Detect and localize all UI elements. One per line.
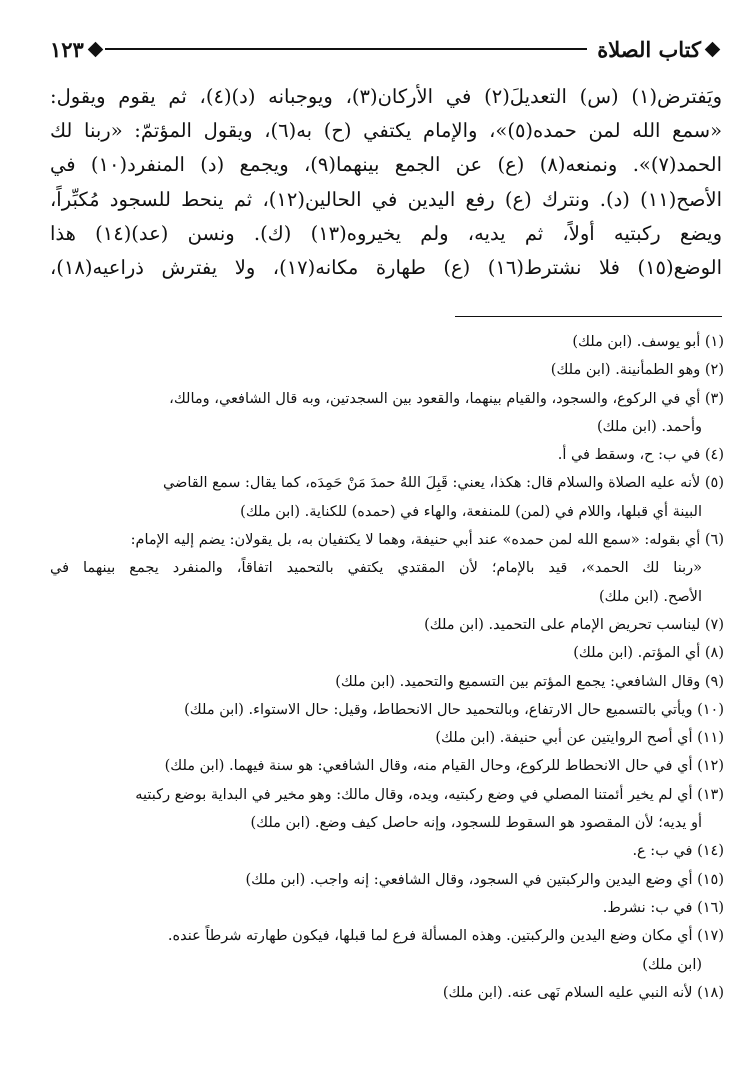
diamond-ornament-left	[88, 41, 104, 57]
footnote-line: (١٦) في ب: نشرط.	[602, 899, 724, 916]
main-text-line: ويَفترض(١) (س) التعديلَ(٢) في الأركان(٣)، ويوجبانه (د)(٤)، ثم يقوم ويقول:	[50, 85, 722, 108]
footnote-line: (٤) في ب: ح، وسقط في أ.	[557, 447, 724, 464]
main-text-line: الحمد(٧)». ونمنعه(٨) (ع) عن الجمع بينهما(٩)، ويجمع (د) المنفرد(١٠) في	[50, 153, 722, 177]
diamond-ornament-right	[705, 41, 721, 57]
footnote-line: (١٤) في ب: ع.	[632, 843, 724, 860]
footnote-line: (١٧) أي مكان وضع اليدين والركبتين. وهذه المسألة فرع لما قبلها، فيكون طهارته شرطاً عنده.	[167, 928, 724, 945]
footnote-line: (١) أبو يوسف. (ابن ملك)	[572, 334, 724, 350]
main-text	[50, 80, 722, 285]
main-text-line: ويضع ركبتيه أولاً، ثم يديه، ولم يخيروه(١٣) (ك). ونسن (عد)(١٤) هذا	[50, 221, 722, 245]
main-text-line: الوضع(١٥) فلا نشترط(١٦) (ع) طهارة مكانه(١٧)، ولا يفترش ذراعيه(١٨)،	[50, 255, 722, 279]
footnote-line: (٢) وهو الطمأنينة. (ابن ملك)	[550, 362, 724, 379]
footnote-line: (٩) وقال الشافعي: يجمع المؤتم بين التسميع والتحميد. (ابن ملك)	[335, 673, 724, 690]
footnote-line: (١٥) أي وضع اليدين والركبتين في السجود، وقال الشافعي: إنه واجب. (ابن ملك)	[245, 871, 724, 888]
footnote-line: (٣) أي في الركوع، والسجود، والقيام بينهما، والقعود بين السجدتين، وبه قال الشافعي، ومالك،	[169, 390, 724, 407]
footnote-continuation: البينة أي قبلها، واللام في (لمن) للمنفعة، والهاء في (حمده) للكناية. (ابن ملك)	[240, 503, 702, 520]
footnote-continuation: (ابن ملك)	[642, 956, 702, 973]
footnotes	[50, 328, 724, 1007]
footnote-continuation: الأصح. (ابن ملك)	[598, 588, 702, 605]
main-text-line: الأصح(١١) (د). ونترك (ع) رفع اليدين في الحالين(١٢)، ثم ينحط للسجود مُكبِّراً،	[50, 187, 722, 211]
footnote-line: (٨) أي المؤتم. (ابن ملك)	[573, 645, 724, 662]
footnote-line: (٧) ليناسب تحريض الإمام على التحميد. (ابن ملك)	[424, 616, 724, 633]
running-title: كتاب الصلاة	[597, 36, 701, 62]
footnote-line: (٥) لأنه عليه الصلاة والسلام قال: هكذا، يعني: قَبِلَ اللهُ حمدَ مَنْ حَمِدَه، كما يقال: سمع القاضي	[162, 475, 724, 492]
page-number: ١٢٣	[50, 36, 84, 62]
footnote-continuation: أو يديه؛ لأن المقصود هو السقوط للسجود، وإنه حاصل كيف وضع. (ابن ملك)	[250, 815, 702, 832]
footnote-line: (١٨) لأنه النبي عليه السلام نَهى عنه. (ابن ملك)	[442, 984, 724, 1001]
footnote-continuation: وأحمد. (ابن ملك)	[596, 418, 702, 435]
footnote-line: (١٢) أي في حال الانحطاط للركوع، وحال القيام منه، وقال الشافعي: هو سنة فيهما. (ابن ملك)	[164, 758, 724, 775]
footnote-line: (٦) أي بقوله: «سمع الله لمن حمده» عند أبي حنيفة، وهما لا يكتفيان به، بل يقولان: يضم إليه الإمام:	[130, 532, 724, 549]
running-header	[50, 32, 718, 66]
footnote-line: (١٣) أي لم يخير أئمتنا المصلي في وضع ركبتيه، ويده، وقال مالك: وهو مخير في البداية بوضع ركبتيه	[135, 786, 724, 803]
main-text-line: «سمع الله لمن حمده(٥)»، والإمام يكتفي (ح) به(٦)، ويقول المؤتمّ: «ربنا لك	[50, 119, 722, 143]
footnote-line: (١١) أي أصح الروايتين عن أبي حنيفة. (ابن ملك)	[435, 730, 724, 747]
footnote-line: (١٠) ويأتي بالتسميع حال الارتفاع، وبالتحميد حال الانحطاط، وقيل: حال الاستواء. (ابن ملك)	[184, 701, 724, 718]
footnote-divider	[455, 316, 722, 317]
footnote-continuation: «ربنا لك الحمد»، قيد بالإمام؛ لأن المقتدي يكتفي بالتحميد اتفاقاً، والمنفرد يجمع بينهما في	[50, 560, 702, 577]
header-rule	[105, 48, 587, 50]
